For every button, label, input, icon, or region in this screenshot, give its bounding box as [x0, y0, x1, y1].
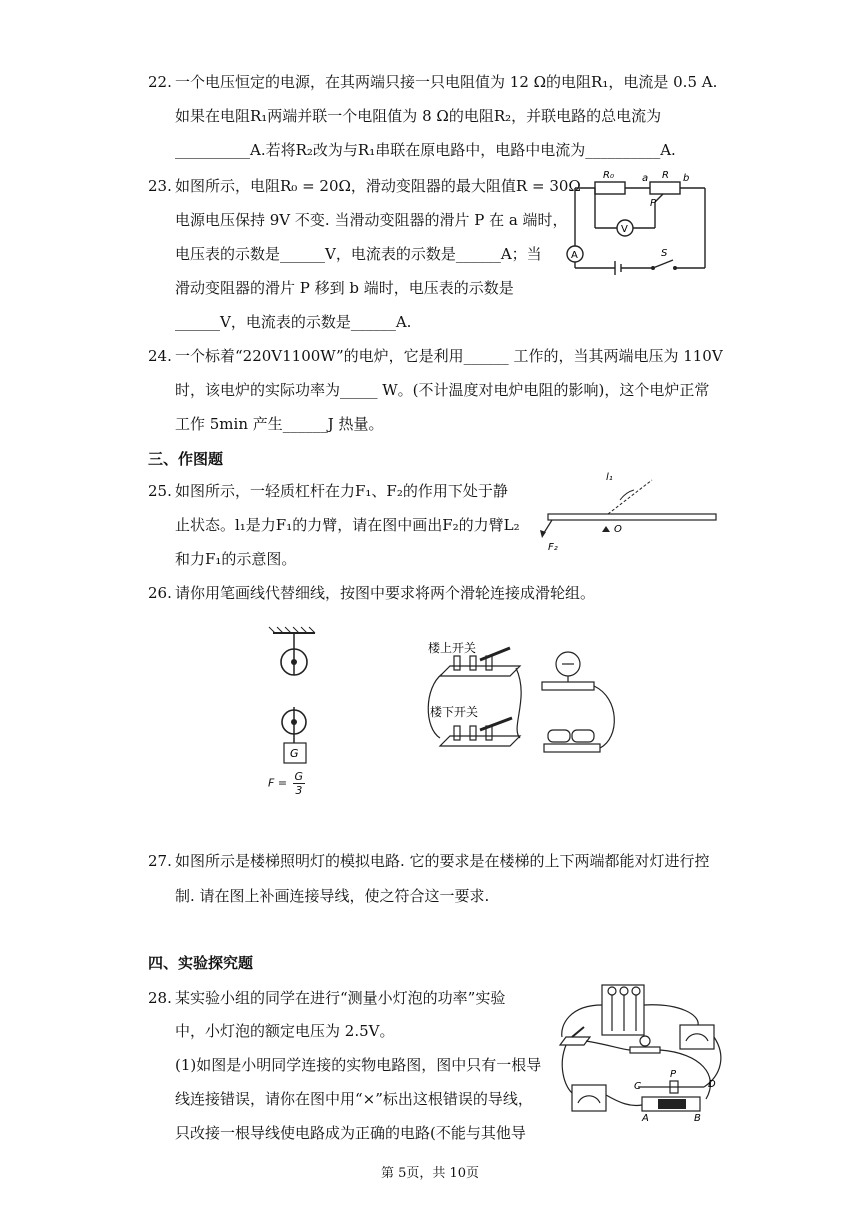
formula-lhs: F = [268, 776, 288, 790]
q27-line-2: 制. 请在图上补画连接导线，使之符合这一要求. [175, 887, 490, 905]
voltmeter-label: V [621, 224, 628, 235]
q28-line-3: (1)如图是小明同学连接的实物电路图，图中只有一根导 [175, 1056, 542, 1074]
q28-line-4: 线连接错误，请你在图中用“×”标出这根错误的导线， [175, 1090, 533, 1108]
page-footer: 第 5页，共 10页 [380, 1166, 480, 1181]
q22-line-3: __________A.若将R₂改为与R₁串联在原电路中，电路中电流为__________A. [175, 141, 676, 159]
p-label: P [670, 1069, 677, 1080]
ammeter-label: A [571, 250, 578, 261]
a-label: a [642, 173, 649, 184]
q25-line-2: 止状态。l₁是力F₁的力臂，请在图中画出F₂的力臂L₂ [175, 516, 520, 534]
question-number: 24. [148, 347, 172, 365]
b-label: B [694, 1113, 701, 1124]
question-number: 22. [148, 73, 172, 91]
q27-stair-circuit-figure [420, 638, 630, 768]
question-number: 27. [148, 852, 172, 870]
o-label: O [614, 524, 622, 535]
lower-switch-label: 楼下开关 [430, 705, 479, 719]
question-number: 23. [148, 177, 172, 195]
q26-force-formula [268, 770, 305, 797]
b-label: b [683, 173, 690, 184]
f2-label: F₂ [548, 542, 558, 553]
switch-label: S [661, 248, 668, 259]
q25-line-1: 如图所示，一轻质杠杆在力F₁、F₂的作用下处于静 [175, 482, 508, 500]
q25-lever-figure [540, 470, 720, 555]
q22-line-1: 一个电压恒定的电源，在其两端只接一只电阻值为 12 Ω的电阻R₁，电流是 0.5 A. [175, 73, 718, 91]
l1-label: l₁ [606, 472, 613, 483]
q23-line-4: 滑动变阻器的滑片 P 移到 b 端时，电压表的示数是 [175, 279, 514, 297]
question-number: 28. [148, 989, 172, 1007]
q23-line-1: 如图所示，电阻R₀ = 20Ω，滑动变阻器的最大阻值R = 30Ω [175, 177, 581, 195]
formula-denominator: 3 [295, 784, 303, 797]
section-heading: 三、作图题 [148, 450, 224, 468]
q28-experiment-figure [550, 975, 730, 1140]
q26-line-1: 请你用笔画线代替细线，按图中要求将两个滑轮连接成滑轮组。 [175, 584, 596, 602]
q23-circuit-figure [565, 168, 715, 278]
r-label: R [662, 170, 669, 181]
q23-line-3: 电压表的示数是______V，电流表的示数是______A；当 [175, 245, 542, 263]
question-number: 25. [148, 482, 172, 500]
section-heading: 四、实验探究题 [148, 954, 254, 972]
q24-line-3: 工作 5min 产生______J 热量。 [175, 415, 384, 433]
d-label: D [708, 1079, 716, 1090]
q24-line-1: 一个标着“220V1100W”的电炉，它是利用______ 工作的，当其两端电压为 110V [175, 347, 723, 365]
q24-line-2: 时，该电炉的实际功率为_____ W。(不计温度对电炉电阻的影响)，这个电炉正常 [175, 381, 710, 399]
q28-line-5: 只改接一根导线使电路成为正确的电路(不能与其他导 [175, 1124, 526, 1142]
r0-label: R₀ [603, 170, 614, 181]
q22-line-2: 如果在电阻R₁两端并联一个电阻值为 8 Ω的电阻R₂，并联电路的总电流为 [175, 107, 662, 125]
upper-switch-label: 楼上开关 [428, 641, 477, 655]
c-label: C [634, 1081, 641, 1092]
formula-numerator: G [294, 770, 304, 783]
q26-pulley-figure [265, 625, 345, 780]
question-number: 26. [148, 584, 172, 602]
p-label: P [650, 198, 657, 209]
q27-line-1: 如图所示是楼梯照明灯的模拟电路. 它的要求是在楼梯的上下两端都能对灯进行控 [175, 852, 710, 870]
q23-line-5: ______V，电流表的示数是______A. [175, 313, 412, 331]
q25-line-3: 和力F₁的示意图。 [175, 550, 297, 568]
a-label: A [642, 1113, 649, 1124]
weight-g-label: G [290, 747, 299, 760]
q28-line-1: 某实验小组的同学在进行“测量小灯泡的功率”实验 [175, 989, 506, 1007]
q28-line-2: 中，小灯泡的额定电压为 2.5V。 [175, 1022, 395, 1040]
q23-line-2: 电源电压保持 9V 不变. 当滑动变阻器的滑片 P 在 a 端时， [175, 211, 568, 229]
